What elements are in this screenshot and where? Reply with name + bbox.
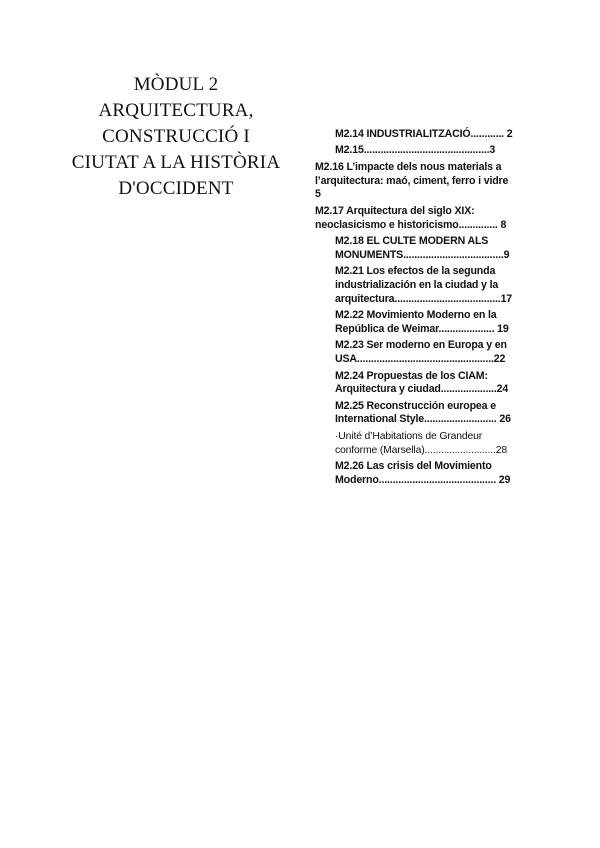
toc-entry-m2-26[interactable]: [315, 460, 528, 488]
toc-entry-m2-23[interactable]: [315, 339, 528, 367]
toc-entry-m2-14[interactable]: [315, 128, 528, 142]
toc-entry-line: M2.22 Movimiento Moderno en la: [335, 309, 497, 322]
toc-entry-line: M2.17 Arquitectura del siglo XIX:: [315, 204, 475, 217]
toc-entry-line: M2.14 INDUSTRIALITZACIÓ............ 2: [335, 128, 513, 140]
toc-entry-line: conforme (Marsella)..........................28: [335, 444, 507, 456]
toc-entry-line: M2.23 Ser moderno en Europa y en: [335, 339, 507, 352]
toc-entry-line: USA.................................................22: [335, 353, 506, 366]
toc-entry-line: M2.24 Propuestas de los CIAM:: [335, 369, 488, 382]
toc-entry-line: MONUMENTS....................................9: [335, 248, 510, 261]
toc-entry-m2-17[interactable]: [315, 205, 528, 233]
title-line: CIUTAT A LA HISTÒRIA: [71, 152, 281, 173]
title-line: D'OCCIDENT: [118, 178, 234, 199]
toc-entry-line: M2.16 L’impacte dels nous materials a: [315, 160, 502, 173]
toc-entry-unite-habitation[interactable]: [315, 430, 528, 458]
toc-entry-line: arquitectura......................................17: [335, 292, 513, 305]
toc-entry-m2-15[interactable]: [315, 144, 528, 158]
toc-entry-m2-22[interactable]: [315, 309, 528, 337]
toc-entry-line: industrialización en la ciudad y la: [335, 278, 499, 291]
toc-entry-m2-21[interactable]: [315, 265, 528, 306]
toc-entry-line: M2.18 EL CULTE MODERN ALS: [335, 234, 489, 247]
toc-entry-line: M2.25 Reconstrucción europea e: [335, 399, 496, 412]
toc-entry-line: M2.21 Los efectos de la segunda: [335, 265, 496, 278]
title-line: MÒDUL 2: [133, 74, 219, 95]
toc-entry-line: M2.26 Las crisis del Movimiento: [335, 460, 492, 473]
toc-entry-line: Moderno.......................................... 29: [335, 473, 511, 486]
toc-entry-line: 5: [315, 188, 321, 201]
toc-entry-m2-16[interactable]: [315, 161, 528, 202]
title-line: ARQUITECTURA,: [98, 100, 254, 121]
document-title: [70, 72, 282, 202]
toc-entry-line: Arquitectura y ciudad....................24: [335, 383, 509, 396]
toc-entry-m2-24[interactable]: [315, 370, 528, 398]
toc-entry-line: l’arquitectura: maó, ciment, ferro i vidre: [315, 174, 509, 187]
toc-entry-m2-25[interactable]: [315, 400, 528, 428]
toc-entry-line: International Style.......................... 26: [335, 413, 511, 426]
title-line: CONSTRUCCIÓ I: [102, 126, 250, 147]
toc-entry-m2-18[interactable]: [315, 235, 528, 263]
toc-entry-line: neoclasicismo e historicismo.............. 8: [315, 218, 507, 231]
toc-entry-line: República de Weimar.................... 19: [335, 322, 509, 335]
toc-entry-line: ·Unité d’Habitations de Grandeur: [335, 430, 483, 442]
table-of-contents: [315, 128, 528, 490]
toc-entry-line: M2.15.............................................3: [335, 144, 496, 157]
